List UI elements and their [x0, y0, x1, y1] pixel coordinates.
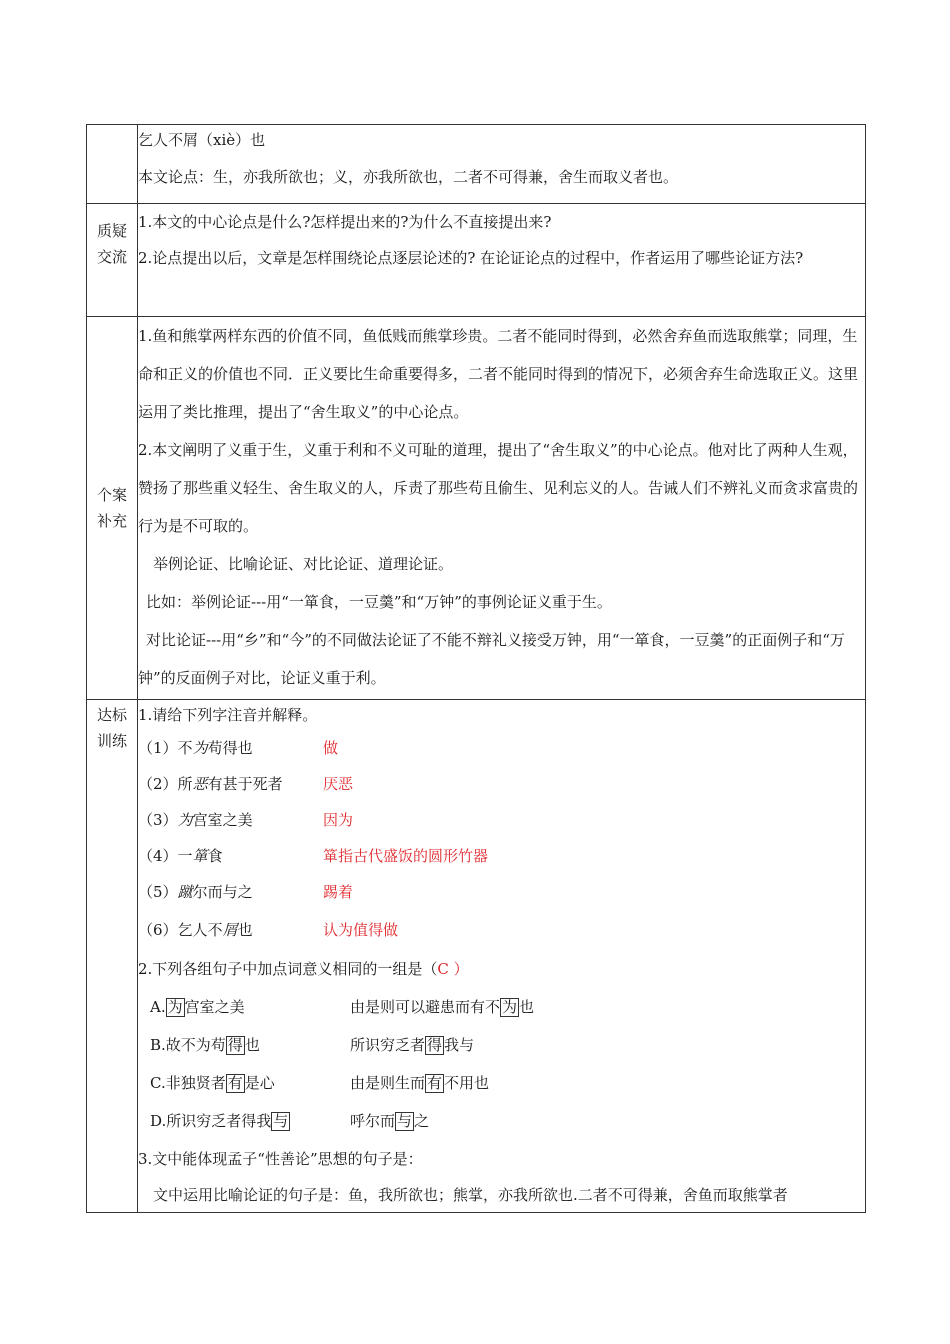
label-line: 交流 [96, 248, 127, 266]
q1-item-answer: 箪指古代盛饭的圆形竹器 [323, 847, 489, 865]
q1-item-answer: 做 [323, 739, 339, 757]
q1-item [138, 730, 865, 766]
q2-option-right: 所识穷乏者 得 我与 [350, 1036, 475, 1054]
label-cell-empty [87, 125, 138, 204]
label-line: 训练 [96, 732, 127, 750]
row-question-exchange [87, 204, 866, 317]
question-line: 2.论点提出以后，文章是怎样围绕论点逐层论述的? 在论证论点的过程中，作者运用了哪些论证方法? [138, 249, 804, 267]
q1-item-answer: 认为值得做 [323, 921, 399, 939]
q1-item [138, 766, 865, 802]
thesis-cell [138, 125, 866, 204]
q1-item-question: （2）所恶有甚于死者 [138, 775, 283, 793]
q1-item-answer: 踢着 [323, 883, 354, 901]
case-paragraph-1: 1.鱼和熊掌两样东西的价值不同，鱼低贱而熊掌珍贵。二者不能同时得到，必然舍弃鱼而选取熊掌；同理，生命和正义的价值也不同．正义要比生命重要得多，二者不能同时得到的情况下，必须舍弃生命选取正义。这里运用了类比推理，提出了“舍生取义”的中心论点。 [138, 327, 859, 421]
q1-item-question: （5）蹴尔而与之 [138, 883, 253, 901]
q2-option [138, 988, 865, 1026]
q1-item [138, 910, 865, 950]
q2-option-left: A. 为 宫室之美 [150, 998, 245, 1016]
q2-option-right: 呼尔而 与 之 [350, 1112, 430, 1130]
row-thesis [87, 125, 866, 204]
row-case-supplement [87, 317, 866, 700]
row-practice [87, 700, 866, 1213]
q2-option [138, 1026, 865, 1064]
case-paragraph-3: 举例论证、比喻论证、对比论证、道理论证。 [153, 555, 454, 573]
label-practice [87, 700, 138, 1213]
q3-title: 3.文中能体现孟子“性善论”思想的句子是： [138, 1150, 423, 1168]
q2-option-left: C.非独贤者 有 是心 [150, 1074, 275, 1092]
q1-item [138, 838, 865, 874]
case-paragraph-4: 比如：举例论证---用“一箪食，一豆羹”和“万钟”的事例论证义重于生。 [146, 593, 612, 611]
q1-item-question: （4）一箪食 [138, 847, 223, 865]
q2-option-left: B.故不为苟 得 也 [150, 1036, 260, 1054]
q1-item [138, 802, 865, 838]
q2-title: 2.下列各组句子中加点词意义相同的一组是（C ） [138, 960, 469, 978]
label-line: 达标 [96, 706, 127, 724]
label-line: 补充 [96, 512, 127, 530]
q1-item-answer: 厌恶 [323, 775, 354, 793]
q1-item [138, 874, 865, 910]
lesson-table [86, 124, 866, 1213]
label-line: 个案 [96, 486, 127, 504]
question-line: 1.本文的中心论点是什么?怎样提出来的?为什么不直接提出来? [138, 213, 552, 231]
q2-option-right: 由是则可以避患而有不 为 也 [350, 998, 535, 1016]
case-cell [138, 317, 866, 700]
practice-cell [138, 700, 866, 1213]
thesis-line: 本文论点：生，亦我所欲也；义，亦我所欲也，二者不可得兼，舍生而取义者也。 [138, 168, 679, 186]
label-case-supplement [87, 317, 138, 700]
question-cell [138, 204, 866, 317]
q2-answer: C [437, 960, 449, 978]
q2-option-left: D.所识穷乏者得我 与 [150, 1112, 289, 1130]
q3-line: 文中运用比喻论证的句子是：鱼，我所欲也；熊掌，亦我所欲也.二者不可得兼，舍鱼而取熊掌者 [153, 1186, 788, 1204]
case-paragraph-2: 2.本文阐明了义重于生，义重于利和不义可耻的道理，提出了“舍生取义”的中心论点。他对比了两种人生观，赞扬了那些重义轻生、舍生取义的人，斥责了那些苟且偷生、见利忘义的人。告诫人们不辨礼义而贪求富贵的行为是不可取的。 [138, 441, 859, 535]
label-question-exchange [87, 204, 138, 317]
q2-option-right: 由是则生而 有 不用也 [350, 1074, 490, 1092]
label-line: 质疑 [96, 222, 127, 240]
case-paragraph-5: 对比论证---用“乡”和“今”的不同做法论证了不能不辩礼义接受万钟，用“一箪食，一豆羹”的正面例子和“万钟”的反面例子对比，论证义重于利。 [138, 631, 845, 687]
q2-option [138, 1064, 865, 1102]
q2-option [138, 1102, 865, 1140]
q1-item-question: （3）为宫室之美 [138, 811, 253, 829]
text-line: 乞人不屑（xiè）也 [138, 131, 266, 149]
q1-item-question: （1）不为苟得也 [138, 739, 253, 757]
q1-item-answer: 因为 [323, 811, 354, 829]
q1-item-question: （6）乞人不屑也 [138, 921, 253, 939]
q1-title: 1.请给下列字注音并解释。 [138, 706, 318, 724]
